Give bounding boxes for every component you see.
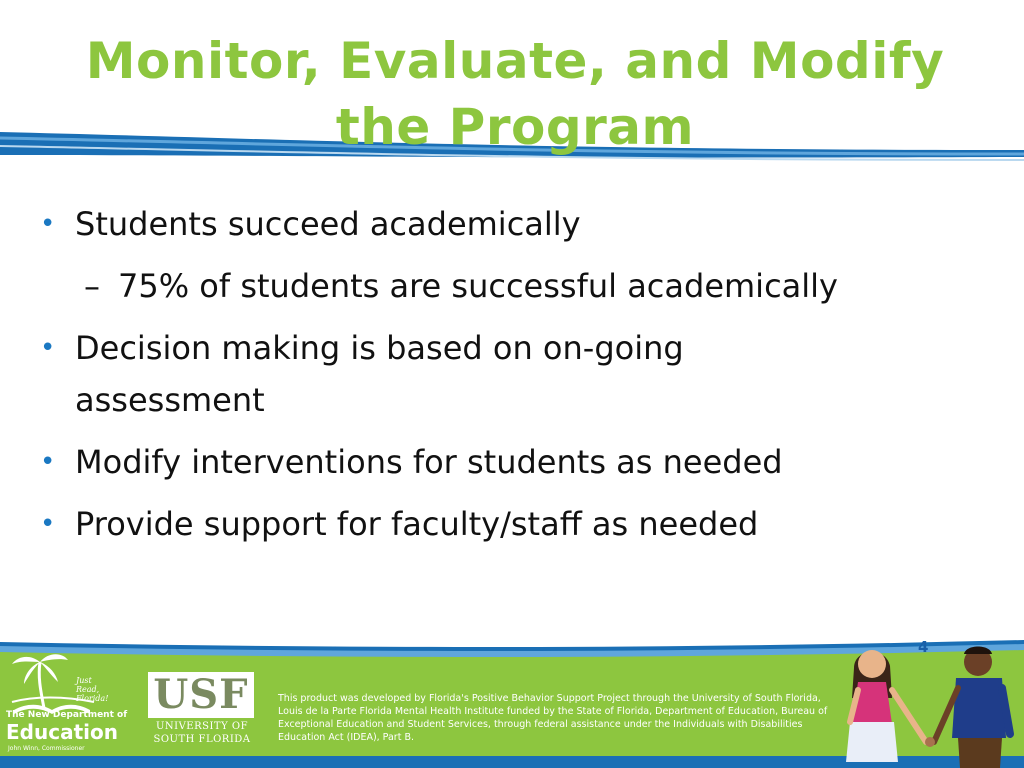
usf-logo-mark: USF: [153, 671, 249, 718]
usf-name-line-2: SOUTH FLORIDA: [153, 734, 251, 745]
bullet-text: Students succeed academically: [75, 205, 581, 243]
sub-bullet-item: [40, 260, 1000, 312]
bullet-item: [40, 498, 1000, 550]
doe-name-line-1: The New Department of: [6, 710, 128, 720]
sub-bullet-marker: –: [84, 267, 100, 305]
doe-tagline: Just Read, Florida!: [76, 676, 109, 703]
children-holding-hands-illustration: [846, 638, 1024, 768]
bullet-item: [40, 198, 1000, 250]
bullet-marker: •: [40, 509, 56, 539]
usf-name-line-1: UNIVERSITY OF: [155, 721, 249, 732]
doe-name-line-2: Education: [6, 720, 118, 744]
sub-bullet-text: 75% of students are successful academically: [118, 267, 838, 305]
slide-title: [30, 28, 1000, 160]
bullet-marker: •: [40, 447, 56, 477]
bullet-item: [40, 436, 1000, 488]
bullet-text: Decision making is based on on-going: [75, 329, 684, 367]
bullet-text: Provide support for faculty/staff as needed: [75, 505, 759, 543]
bullet-text-continued: assessment: [75, 381, 265, 419]
page-number: 4: [918, 638, 929, 656]
doe-commissioner: John Winn, Commissioner: [8, 745, 85, 752]
title-line-2: the Program: [335, 98, 695, 156]
bullet-item: [40, 322, 1000, 426]
bullet-list: [40, 198, 1000, 560]
bullet-marker: •: [40, 209, 56, 239]
title-line-1: Monitor, Evaluate, and Modify: [85, 32, 945, 90]
funding-disclaimer: This product was developed by Florida's Positive Behavior Support Project through the University of South Florida, Louis de la Parte Florida Mental Health Institute funded by the State of Florida, Department of Education, Bureau of Exceptional Education and Student Services, through federal assistance under the Individuals with Disabilities Education Act (IDEA), Part B.: [278, 693, 828, 743]
usf-name: [148, 720, 256, 746]
bullet-marker: •: [40, 333, 56, 363]
bullet-text: Modify interventions for students as needed: [75, 443, 783, 481]
usf-logo: [148, 672, 254, 718]
